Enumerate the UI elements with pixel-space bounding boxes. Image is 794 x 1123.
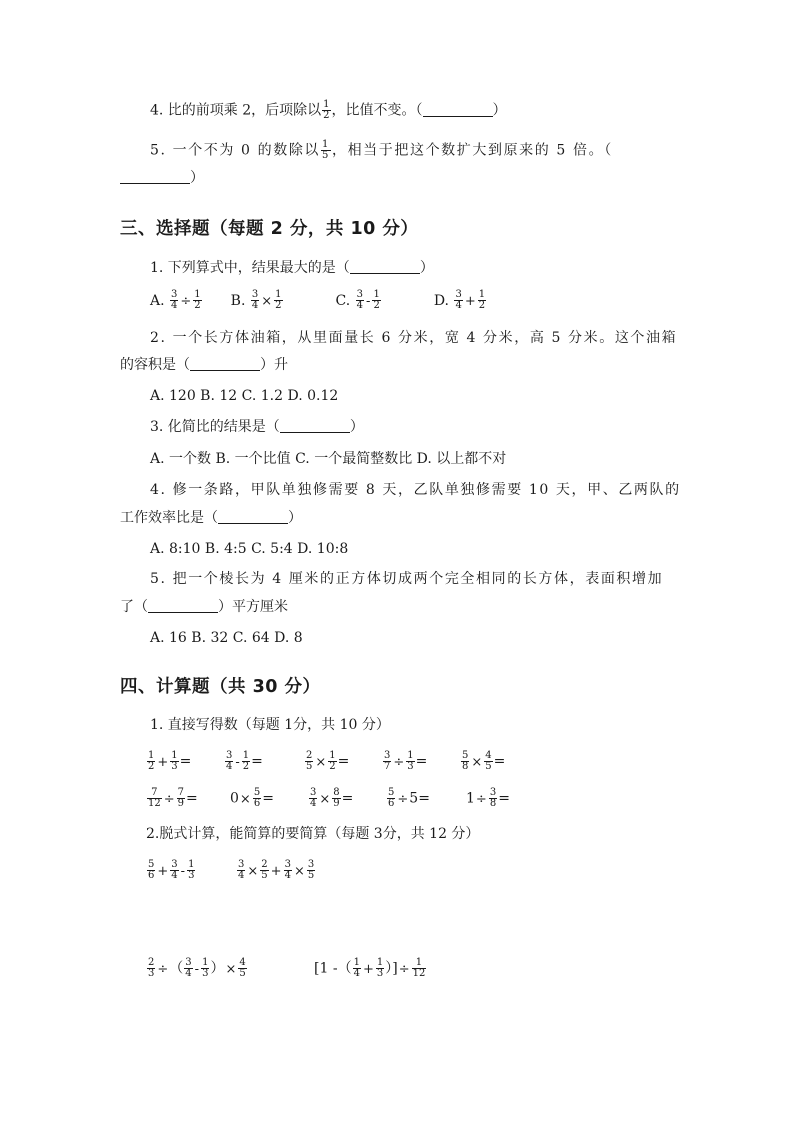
judge-q5: 5. 一个不为 0 的数除以 $\frac{1}{5}$ ，相当于把这个数扩大到原来的 5 倍。（ — [150, 139, 613, 161]
fraction: $\frac{1}{4}$ — [353, 957, 360, 979]
fraction: $\frac{2}{5}$ — [306, 750, 313, 772]
calc-part2-title: 2.脱式计算，能简算的要简算（每题 3分，共 12 分） — [146, 826, 480, 842]
fraction: $\frac{5}{6}$ — [253, 787, 261, 809]
choice-q1: 1. 下列算式中，结果最大的是（ ） — [150, 260, 434, 276]
option[interactable]: B. $\frac{3}{4}$ × $\frac{1}{2}$ — [230, 289, 282, 311]
oral-calc-item: $\frac{3}{4}$ - $\frac{1}{2}$ = — [226, 750, 263, 772]
oral-calc-item: $\frac{5}{6}$ ÷5= — [388, 787, 430, 809]
answer-blank[interactable] — [350, 259, 420, 274]
option[interactable]: C. $\frac{3}{4}$ - $\frac{1}{2}$ — [335, 289, 380, 311]
choice-q2-options: A. 120 B. 12 C. 1.2 D. 0.12 — [150, 388, 339, 404]
fraction: $\frac{1}{3}$ — [188, 859, 195, 881]
fraction: $\frac{1}{3}$ — [376, 957, 384, 979]
fraction: $\frac{3}{4}$ — [185, 957, 192, 979]
fraction: $\frac{3}{4}$ — [171, 289, 178, 311]
answer-blank[interactable] — [280, 418, 350, 433]
expression-2: $\frac{3}{4}$ × $\frac{2}{5}$ + $\frac{3}{4}$ × $\frac{3}{5}$ — [238, 859, 315, 881]
fraction: $\frac{1}{2}$ — [242, 750, 250, 772]
fraction: $\frac{3}{4}$ — [238, 859, 245, 881]
expression-4: [1 -（ $\frac{1}{4}$ + $\frac{1}{3}$ ）]÷ $\frac{1}{12}$ — [314, 957, 426, 979]
oral-calc-item: $\frac{3}{7}$ ÷ $\frac{1}{3}$ = — [384, 750, 428, 772]
fraction: $\frac{7}{12}$ — [148, 787, 161, 809]
choice-q5-line2: 了（ ）平方厘米 — [120, 599, 288, 615]
expression-1: $\frac{5}{6}$ + $\frac{3}{4}$ - $\frac{1}{3}$ — [148, 859, 195, 881]
oral-calc-item: $\frac{5}{8}$ × $\frac{4}{5}$ = — [462, 750, 506, 772]
fraction: $\frac{3}{4}$ — [356, 289, 364, 311]
fraction: $\frac{8}{9}$ — [333, 787, 340, 809]
judge-q5-line2: ） — [120, 168, 204, 188]
oral-calc-item: 1÷ $\frac{3}{8}$ = — [466, 787, 510, 809]
fraction: $\frac{1}{2}$ — [148, 750, 155, 772]
answer-blank[interactable] — [148, 598, 218, 613]
fraction: $\frac{4}{5}$ — [239, 957, 246, 979]
expression-3: $\frac{2}{3}$ ÷（ $\frac{3}{4}$ - $\frac{1}{3}$ ）× $\frac{4}{5}$ — [148, 957, 246, 979]
calc-part1-title: 1. 直接写得数（每题 1分，共 10 分） — [150, 717, 390, 733]
oral-calc-item: $\frac{3}{4}$ × $\frac{8}{9}$ = — [310, 787, 354, 809]
fraction: $\frac{1}{3}$ — [407, 750, 414, 772]
fraction: $\frac{1}{2}$ — [373, 289, 380, 311]
fraction: $\frac{1}{12}$ — [412, 957, 426, 979]
section-title-calc: 四、计算题（共 30 分） — [120, 677, 321, 697]
fraction: $\frac{1}{2}$ — [329, 750, 336, 772]
fraction: $\frac{3}{4}$ — [455, 289, 462, 311]
fraction: $\frac{5}{6}$ — [388, 787, 395, 809]
answer-blank[interactable] — [120, 169, 190, 184]
fraction: $\frac{1}{2}$ — [275, 289, 282, 311]
fraction: $\frac{3}{4}$ — [251, 289, 259, 311]
choice-q2-line2: 的容积是（ ）升 — [120, 357, 288, 373]
fraction: $\frac{7}{9}$ — [177, 787, 185, 809]
fraction: $\frac{1}{5}$ — [322, 139, 330, 161]
judge-q4: 4. 比的前项乘 2，后项除以 $\frac{1}{2}$ ，比值不变。（ ） — [150, 99, 507, 121]
oral-calc-item: $\frac{7}{12}$ ÷ $\frac{7}{9}$ = — [148, 787, 198, 809]
fraction: $\frac{5}{8}$ — [462, 750, 469, 772]
choice-q1-options — [150, 290, 487, 312]
answer-blank[interactable] — [218, 509, 288, 524]
fraction: $\frac{1}{3}$ — [171, 750, 178, 772]
fraction: $\frac{1}{3}$ — [202, 957, 209, 979]
oral-calc-item: $\frac{1}{2}$ + $\frac{1}{3}$ = — [148, 750, 192, 772]
choice-q4-options: A. 8:10 B. 4:5 C. 5:4 D. 10:8 — [150, 541, 349, 557]
section-title-choice: 三、选择题（每题 2 分，共 10 分） — [120, 219, 419, 239]
fraction: $\frac{1}{2}$ — [194, 289, 201, 311]
fraction: $\frac{3}{4}$ — [226, 750, 233, 772]
choice-q3-options: A. 一个数 B. 一个比值 C. 一个最简整数比 D. 以上都不对 — [150, 451, 507, 467]
oral-calc-item: $\frac{2}{5}$ × $\frac{1}{2}$ = — [306, 750, 350, 772]
fraction: $\frac{3}{5}$ — [307, 859, 315, 881]
fraction: $\frac{5}{6}$ — [148, 859, 155, 881]
fraction: $\frac{3}{4}$ — [310, 787, 317, 809]
choice-q3: 3. 化简比的结果是（ ） — [150, 419, 364, 435]
fraction: $\frac{2}{3}$ — [148, 957, 155, 979]
choice-q2-line1: 2. 一个长方体油箱，从里面量长 6 分米，宽 4 分米，高 5 分米。这个油箱 — [150, 330, 678, 346]
choice-q4-line1: 4. 修一条路，甲队单独修需要 8 天，乙队单独修需要 10 天，甲、乙两队的 — [150, 482, 681, 498]
fraction: $\frac{3}{8}$ — [489, 787, 497, 809]
fraction: $\frac{1}{2}$ — [478, 289, 486, 311]
fraction: $\frac{3}{7}$ — [384, 750, 391, 772]
answer-blank[interactable] — [423, 102, 493, 117]
fraction: $\frac{1}{2}$ — [323, 99, 330, 121]
choice-q5-line1: 5. 把一个棱长为 4 厘米的正方体切成两个完全相同的长方体，表面积增加 — [150, 571, 664, 587]
answer-blank[interactable] — [190, 356, 260, 371]
fraction: $\frac{2}{5}$ — [261, 859, 268, 881]
fraction: $\frac{3}{4}$ — [171, 859, 178, 881]
oral-calc-item: 0× $\frac{5}{6}$ = — [230, 787, 274, 809]
fraction: $\frac{3}{4}$ — [284, 859, 291, 881]
option[interactable]: A. $\frac{3}{4}$ ÷ $\frac{1}{2}$ — [150, 289, 201, 311]
choice-q5-options: A. 16 B. 32 C. 64 D. 8 — [150, 630, 303, 646]
fraction: $\frac{4}{5}$ — [485, 750, 492, 772]
option[interactable]: D. $\frac{3}{4}$ + $\frac{1}{2}$ — [433, 289, 486, 311]
choice-q4-line2: 工作效率比是（ ） — [120, 510, 302, 526]
